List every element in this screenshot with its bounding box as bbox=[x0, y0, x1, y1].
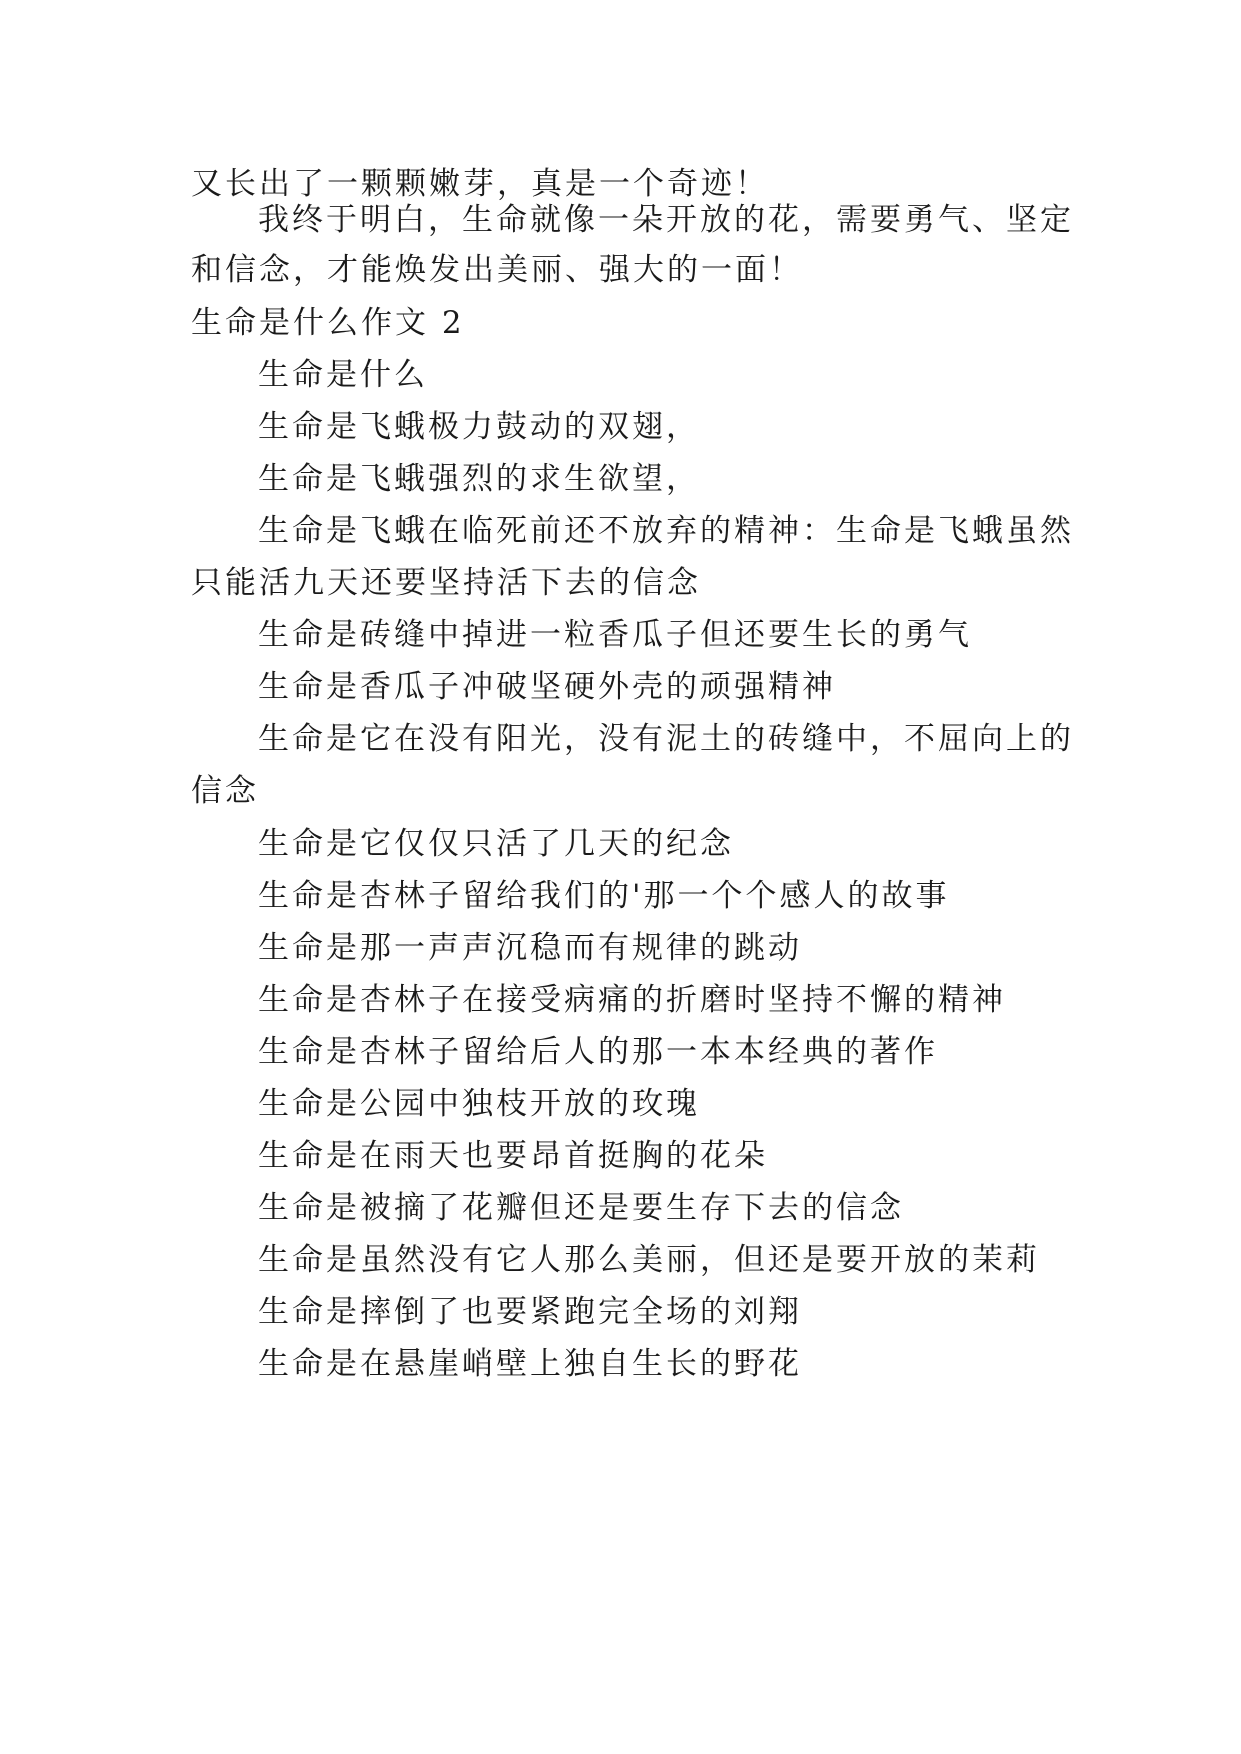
paragraph-line: 和信念，才能焕发出美丽、强大的一面！ bbox=[191, 252, 803, 288]
poem-line: 生命是公园中独枝开放的玫瑰 bbox=[258, 1086, 700, 1122]
poem-line: 生命是飞蛾强烈的求生欲望， bbox=[258, 461, 700, 497]
poem-line: 生命是砖缝中掉进一粒香瓜子但还要生长的勇气 bbox=[258, 617, 972, 653]
poem-line: 生命是它仅仅只活了几天的纪念 bbox=[258, 826, 734, 862]
poem-line: 生命是那一声声沉稳而有规律的跳动 bbox=[258, 930, 802, 966]
poem-title: 生命是什么 bbox=[258, 357, 428, 393]
poem-line: 生命是在悬崖峭壁上独自生长的野花 bbox=[258, 1346, 802, 1382]
poem-line: 生命是在雨天也要昂首挺胸的花朵 bbox=[258, 1138, 768, 1174]
poem-line: 生命是它在没有阳光，没有泥土的砖缝中，不屈向上的 bbox=[258, 721, 1074, 757]
poem-line: 生命是飞蛾极力鼓动的双翅， bbox=[258, 409, 700, 445]
poem-line: 生命是摔倒了也要紧跑完全场的刘翔 bbox=[258, 1294, 802, 1330]
poem-line: 生命是杏林子留给我们的'那一个个感人的故事 bbox=[258, 878, 950, 914]
poem-line: 只能活九天还要坚持活下去的信念 bbox=[191, 565, 701, 601]
poem-line: 生命是杏林子留给后人的那一本本经典的著作 bbox=[258, 1034, 938, 1070]
poem-line: 生命是香瓜子冲破坚硬外壳的顽强精神 bbox=[258, 669, 836, 705]
paragraph-line: 又长出了一颗颗嫩芽，真是一个奇迹！ bbox=[191, 166, 769, 202]
paragraph-line: 我终于明白，生命就像一朵开放的花，需要勇气、坚定 bbox=[258, 202, 1074, 238]
poem-line: 生命是被摘了花瓣但还是要生存下去的信念 bbox=[258, 1190, 904, 1226]
poem-line: 生命是虽然没有它人那么美丽，但还是要开放的茉莉 bbox=[258, 1242, 1040, 1278]
poem-line: 生命是杏林子在接受病痛的折磨时坚持不懈的精神 bbox=[258, 982, 1006, 1018]
section-title: 生命是什么作文 2 bbox=[191, 305, 465, 341]
poem-line: 生命是飞蛾在临死前还不放弃的精神：生命是飞蛾虽然 bbox=[258, 513, 1074, 549]
poem-line: 信念 bbox=[191, 773, 259, 809]
